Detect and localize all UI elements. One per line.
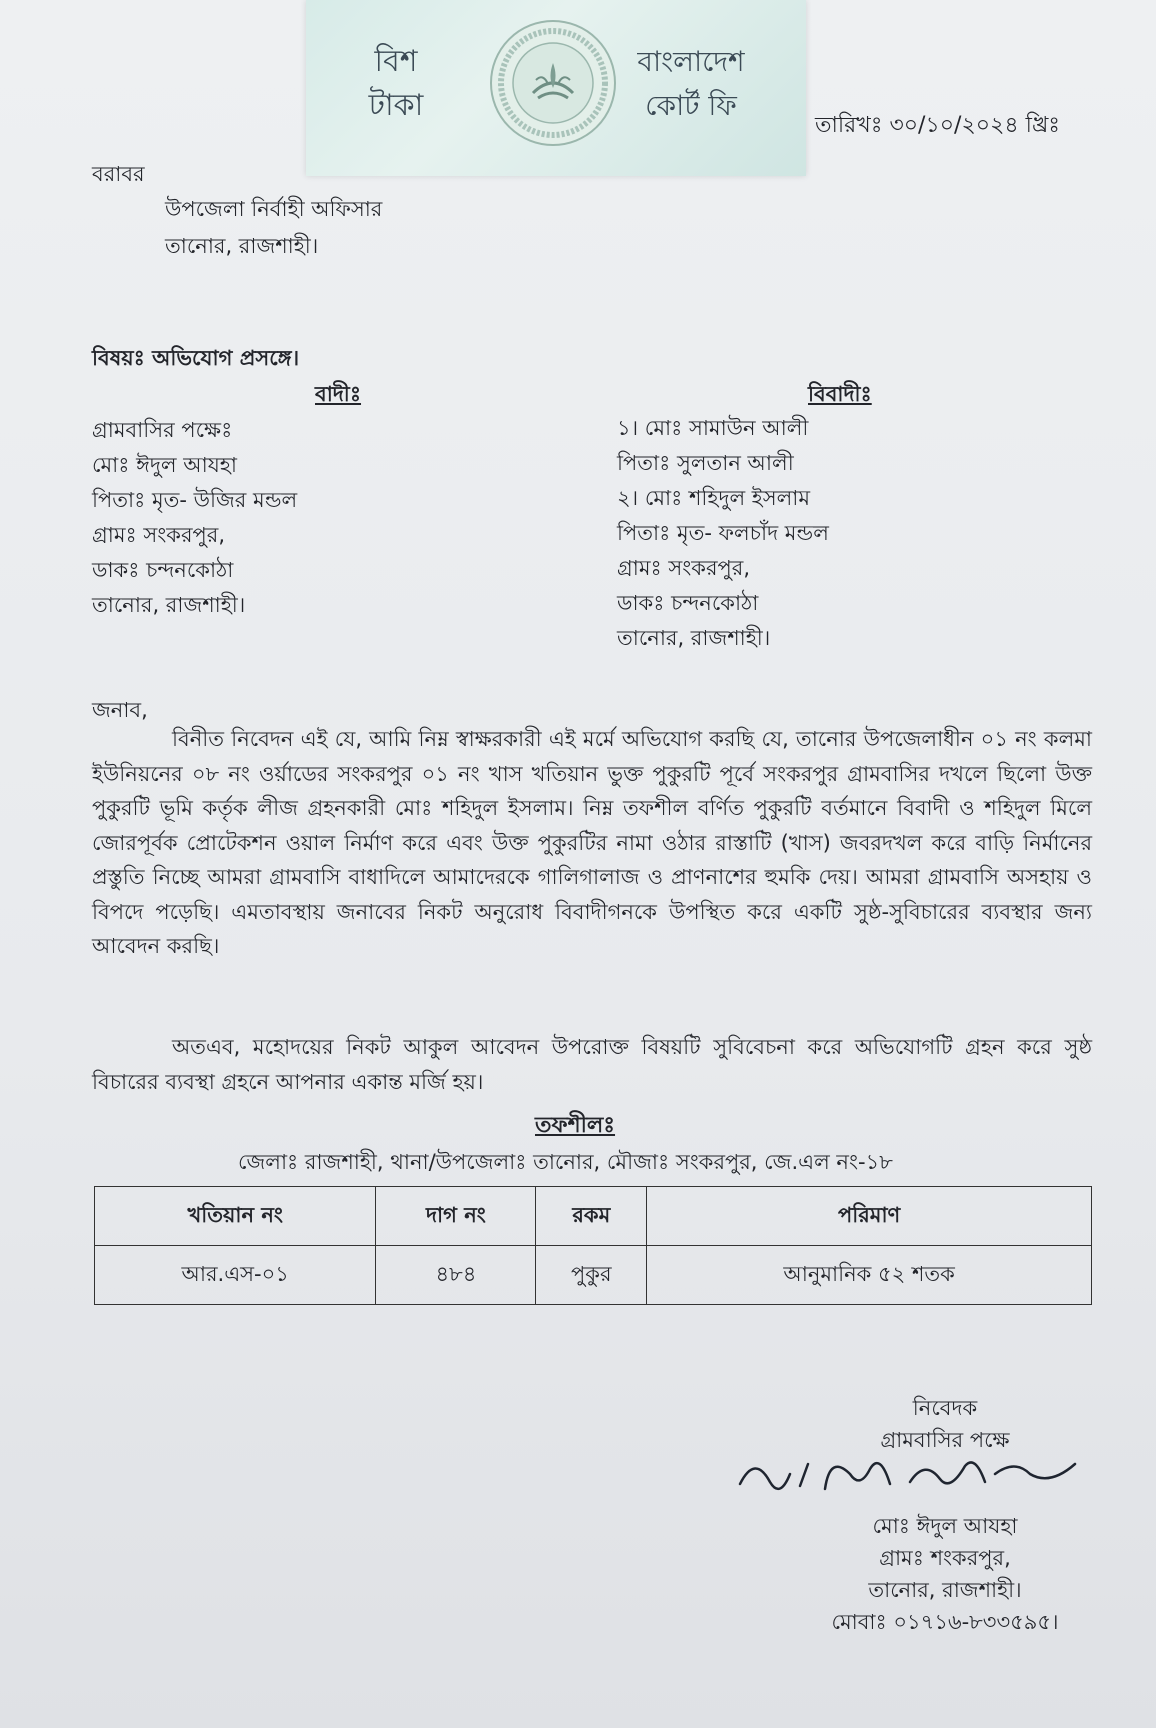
table-cell: আর.এস-০১ [95,1246,376,1305]
schedule-heading: তফশীলঃ [535,1113,616,1138]
defendant-line: পিতাঃ মৃত- ফলচাঁদ মন্ডল [617,521,829,545]
court-fee-stamp [306,0,806,176]
stamp-country-name: বাংলাদেশ [637,45,745,78]
signatory-place: তানোর, রাজশাহী। [868,1578,1022,1602]
signature-label: নিবেদক [912,1396,978,1420]
defendant-line: ২। মোঃ শহিদুল ইসলাম [617,486,810,510]
table-row [95,1246,1092,1305]
subject-line: বিষয়ঃ অভিযোগ প্রসঙ্গে। [92,346,300,370]
table-cell: ৪৮৪ [376,1246,536,1305]
signatory-village: গ্রামঃ শংকরপুর, [879,1546,1011,1570]
salutation: বরাবর [92,162,145,186]
signature-scribble-icon [730,1444,1090,1514]
stamp-denomination [336,40,456,128]
defendant-line: তানোর, রাজশাহী। [617,626,771,650]
signatory-name: মোঃ ঈদুল আযহা [872,1514,1018,1538]
defendant-line: ১। মোঃ সামাউন আলী [617,416,809,440]
column-header: রকম [536,1187,647,1246]
greeting: জনাব, [92,698,148,722]
plaintiff-heading: বাদীঃ [315,382,362,406]
plaintiff-line: গ্রামঃ সংকরপুর, [92,523,225,547]
table-header-row [95,1187,1092,1246]
column-header: খতিয়ান নং [95,1187,376,1246]
closing-paragraph: অতএব, মহোদয়ের নিকট আকুল আবেদন উপরোক্ত বিষয়টি সুবিবেচনা করে অভিযোগটি গ্রহন করে সুষ্ঠ বিচারের ব্যবস্থা গ্রহনে আপনার একান্ত মর্জি হয়। [92,1035,1092,1094]
national-emblem-icon [488,18,618,148]
signature-on-behalf: গ্রামবাসির পক্ষে [880,1428,1010,1452]
stamp-fee-type: কোর্ট ফি [645,89,737,122]
defendant-line: ডাকঃ চন্দনকোঠা [617,591,759,615]
column-header: পরিমাণ [647,1187,1092,1246]
plaintiff-line: গ্রামবাসির পক্ষেঃ [92,418,233,442]
plaintiff-line: তানোর, রাজশাহী। [92,593,246,617]
signatory-mobile: মোবাঃ ০১৭১৬-৮৩৩৫৯৫। [831,1610,1059,1634]
recipient-place: তানোর, রাজশাহী। [165,234,319,258]
handwritten-signature [780,1456,1110,1510]
schedule-location: জেলাঃ রাজশাহী, থানা/উপজেলাঃ তানোর, মৌজাঃ সংকরপুর, জে.এল নং-১৮ [238,1150,893,1174]
table-cell: পুকুর [536,1246,647,1305]
defendant-line: গ্রামঃ সংকরপুর, [617,556,750,580]
stamp-denomination-line1: বিশ [374,44,418,79]
plaintiff-line: মোঃ ঈদুল আযহা [92,453,237,477]
column-header: দাগ নং [376,1187,536,1246]
body-paragraph: বিনীত নিবেদন এই যে, আমি নিম্ন স্বাক্ষরকারী এই মর্মে অভিযোগ করছি যে, তানোর উপজেলাধীন ০১ নং কলমা ইউনিয়নের ০৮ নং ওর্য়াডের সংকরপুর ০১ নং খাস খতিয়ান ভুক্ত পুকুরটি পূর্বে সংকরপুর গ্রামবাসির দখলে ছিলো উক্ত পুকুরটি ভূমি কর্তৃক লীজ গ্রহনকারী মোঃ শহিদুল ইসলাম। নিম্ন তফশীল বর্ণিত পুকুরটি বর্তমানে বিবাদী ও শহিদুল মিলে জোরপূর্বক প্রোটেকশন ওয়াল নির্মাণ করে এবং উক্ত পুকুরটির নামা ওঠার রাস্তাটি (খাস) জবরদখল করে বাড়ি নির্মানের প্রস্তুতি নিচ্ছে আমরা গ্রামবাসি বাধাদিলে আমাদেরকে গালিগালাজ ও প্রাণনাশের হুমকি দেয়। আমরা গ্রামবাসি অসহায় ও বিপদে পড়েছি। এমতাবস্থায় জনাবের নিকট অনুরোধ বিবাদীগনকে উপস্থিত করে একটি সুষ্ঠ-সুবিচারের ব্যবস্থার জন্য আবেদন করছি। [92,727,1092,958]
stamp-country [606,40,776,128]
defendant-line: পিতাঃ সুলতান আলী [617,451,794,475]
plaintiff-line: পিতাঃ মৃত- উজির মন্ডল [92,488,298,512]
letter-date: তারিখঃ ৩০/১০/২০২৪ খ্রিঃ [815,113,1061,138]
signature-block [780,1392,1110,1638]
stamp-denomination-line2: টাকা [368,88,424,123]
recipient-designation: উপজেলা নির্বাহী অফিসার [165,197,383,221]
table-cell: আনুমানিক ৫২ শতক [647,1246,1092,1305]
defendant-heading: বিবাদীঃ [808,382,872,406]
plaintiff-line: ডাকঃ চন্দনকোঠা [92,558,234,582]
schedule-table [94,1186,1092,1305]
